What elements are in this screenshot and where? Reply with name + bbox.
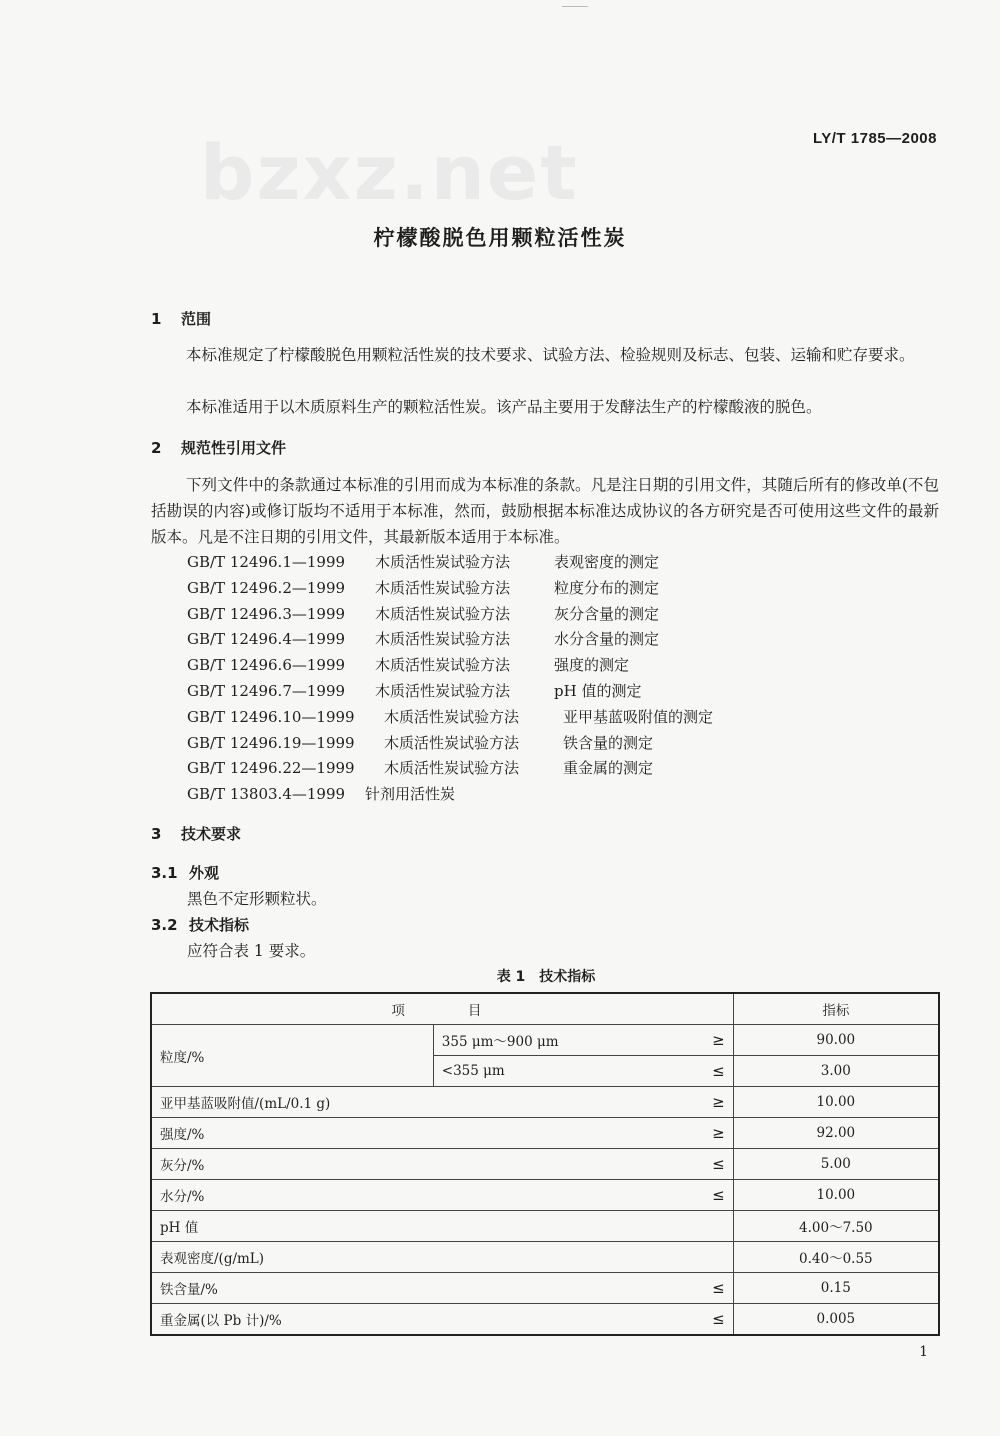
scan-mark — [562, 6, 588, 7]
section-number: 2 — [151, 439, 162, 457]
section-2-para-1: 下列文件中的条款通过本标准的引用而成为本标准的条款。凡是注日期的引用文件，其随后所有的修改单(不包括勘误的内容)或修订版均不适用于本标准，然而，鼓励根据本标准达成协议的各方研究是否可使用这些文件的最新版本。凡是不注日期的引用文件，其最新版本适用于本标准。 — [151, 476, 939, 546]
table-row — [151, 1273, 939, 1304]
spec-value: 5.00 — [733, 1149, 939, 1180]
spec-value: 10.00 — [733, 1180, 939, 1211]
comparison-symbol: ≤ — [696, 1056, 733, 1087]
page-number: 1 — [919, 1344, 928, 1360]
section-1-para-2: 本标准适用于以木质原料生产的颗粒活性炭。该产品主要用于发酵法生产的柠檬酸液的脱色。 — [186, 398, 822, 416]
reference-item: GB/T 12496.10—1999 木质活性炭试验方法 亚甲基蓝吸附值的测定 — [187, 707, 714, 726]
reference-item: GB/T 12496.6—1999 木质活性炭试验方法 强度的测定 — [187, 656, 630, 675]
spec-value: 0.15 — [733, 1273, 939, 1304]
spec-item: pH 值 — [151, 1211, 696, 1242]
comparison-symbol: ≥ — [696, 1025, 733, 1056]
section-3-2-text: 应符合表 1 要求。 — [187, 942, 316, 960]
table-header-row — [151, 993, 939, 1025]
spec-item: 铁含量/% — [151, 1273, 696, 1304]
comparison-symbol: ≤ — [696, 1304, 733, 1336]
section-title: 范围 — [181, 310, 212, 328]
section-number: 3.1 — [151, 864, 178, 882]
reference-item: GB/T 12496.2—1999 木质活性炭试验方法 粒度分布的测定 — [187, 578, 660, 597]
spec-item: 灰分/% — [151, 1149, 696, 1180]
spec-table — [150, 992, 940, 1336]
table-row — [151, 1304, 939, 1336]
section-number: 3 — [151, 825, 162, 843]
spec-value: 92.00 — [733, 1118, 939, 1149]
section-3-1-heading — [151, 862, 219, 883]
section-3-heading — [151, 823, 241, 844]
spec-value: 0.005 — [733, 1304, 939, 1336]
spec-item: 水分/% — [151, 1180, 696, 1211]
comparison-symbol: ≥ — [696, 1087, 733, 1118]
comparison-symbol — [696, 1211, 733, 1242]
header-value: 指标 — [733, 993, 939, 1025]
spec-value: 4.00～7.50 — [733, 1211, 939, 1242]
section-title: 外观 — [189, 864, 220, 882]
spec-item: 重金属(以 Pb 计)/% — [151, 1304, 696, 1336]
table-row — [151, 1211, 939, 1242]
table-row — [151, 1180, 939, 1211]
reference-list — [187, 550, 713, 808]
spec-item: 亚甲基蓝吸附值/(mL/0.1 g) — [151, 1087, 696, 1118]
table-row — [151, 1087, 939, 1118]
comparison-symbol: ≥ — [696, 1118, 733, 1149]
table-caption: 表 1 技术指标 — [496, 969, 596, 985]
reference-item: GB/T 12496.7—1999 木质活性炭试验方法 pH 值的测定 — [187, 681, 642, 700]
page-title: 柠檬酸脱色用颗粒活性炭 — [373, 226, 627, 250]
reference-item: GB/T 12496.1—1999 木质活性炭试验方法 表观密度的测定 — [187, 553, 660, 571]
section-2-heading — [151, 437, 286, 458]
spec-value: 3.00 — [733, 1056, 939, 1087]
section-title: 技术指标 — [189, 916, 250, 934]
spec-value: 90.00 — [733, 1025, 939, 1056]
comparison-symbol: ≤ — [696, 1149, 733, 1180]
section-1-heading — [151, 308, 211, 329]
section-3-2-heading — [151, 914, 249, 935]
section-number: 3.2 — [151, 916, 178, 934]
standard-number: LY/T 1785—2008 — [812, 130, 937, 147]
section-title: 规范性引用文件 — [181, 439, 287, 457]
spec-value: 0.40～0.55 — [733, 1242, 939, 1273]
comparison-symbol — [696, 1242, 733, 1273]
table-row — [151, 1242, 939, 1273]
watermark: bzxz.net — [200, 128, 579, 217]
reference-item: GB/T 12496.3—1999 木质活性炭试验方法 灰分含量的测定 — [187, 604, 660, 623]
table-row — [151, 1149, 939, 1180]
header-item: 项 目 — [151, 993, 733, 1025]
spec-item: 表观密度/(g/mL) — [151, 1242, 696, 1273]
table-row — [151, 1025, 939, 1056]
section-number: 1 — [151, 310, 162, 328]
section-3-1-text: 黑色不定形颗粒状。 — [187, 890, 327, 908]
particle-range: 355 μm～900 μm — [433, 1025, 696, 1056]
reference-item: GB/T 12496.19—1999 木质活性炭试验方法 铁含量的测定 — [187, 733, 654, 752]
table-row — [151, 1118, 939, 1149]
reference-item: GB/T 12496.22—1999 木质活性炭试验方法 重金属的测定 — [187, 759, 654, 778]
spec-item: 强度/% — [151, 1118, 696, 1149]
reference-item: GB/T 12496.4—1999 木质活性炭试验方法 水分含量的测定 — [187, 630, 660, 649]
comparison-symbol: ≤ — [696, 1180, 733, 1211]
reference-item: GB/T 13803.4—1999 针剂用活性炭 — [187, 785, 456, 804]
section-1-para-1: 本标准规定了柠檬酸脱色用颗粒活性炭的技术要求、试验方法、检验规则及标志、包装、运输和贮存要求。 — [186, 346, 915, 364]
comparison-symbol: ≤ — [696, 1273, 733, 1304]
spec-value: 10.00 — [733, 1087, 939, 1118]
particle-range: <355 μm — [433, 1056, 696, 1087]
particle-label: 粒度/% — [151, 1025, 433, 1087]
section-title: 技术要求 — [181, 825, 242, 843]
